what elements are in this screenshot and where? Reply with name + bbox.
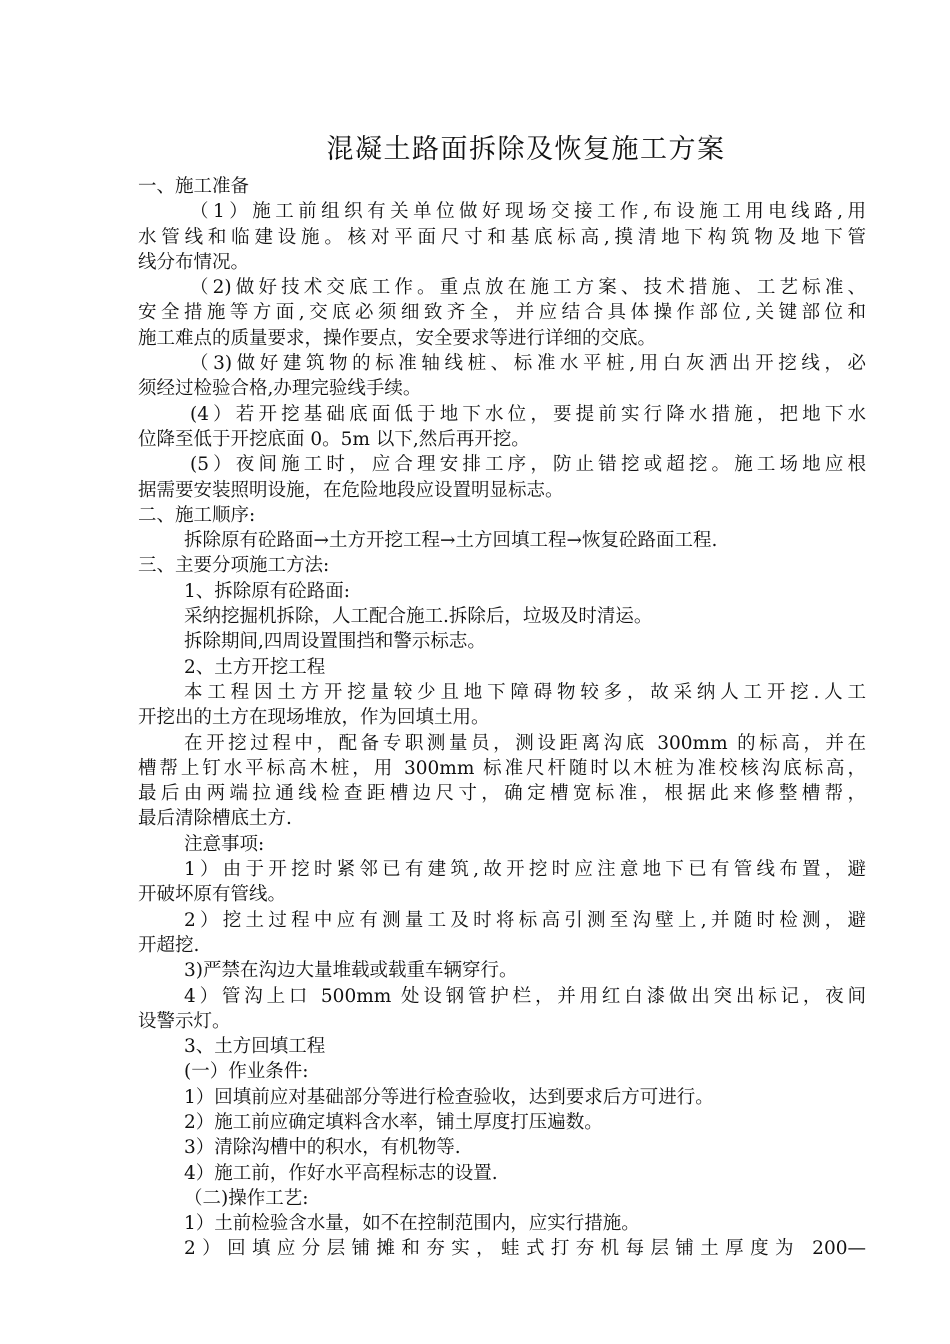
text-line: 1）回填前应对基础部分等进行检查验收，达到要求后方可进行。 — [184, 1086, 714, 1108]
text-line: 据需要安装照明设施，在危险地段应设置明显标志。 — [138, 479, 564, 501]
text-line: 施工难点的质量要求，操作要点，安全要求等进行详细的交底。 — [138, 327, 657, 349]
text-line: 一、施工准备 — [138, 176, 250, 197]
text-line: 安全措施等方面,交底必须细致齐全，并应结合具体操作部位,关键部位和 — [138, 302, 866, 324]
text-line: 1）由于开挖时紧邻已有建筑,故开挖时应注意地下已有管线布置，避 — [184, 859, 866, 881]
text-line: 开超挖. — [138, 934, 200, 956]
text-line: 拆除原有砼路面→土方开挖工程→土方回填工程→恢复砼路面工程. — [184, 530, 718, 552]
text-line: 最后清除槽底土方. — [138, 808, 292, 830]
text-line: 开破坏原有管线。 — [138, 884, 287, 906]
text-line: 本工程因土方开挖量较少且地下障碍物较多，故采纳人工开挖.人工 — [184, 681, 866, 703]
text-line: 开挖出的土方在现场堆放，作为回填土用。 — [138, 707, 490, 729]
text-line: 须经过检验合格,办理完验线手续。 — [138, 378, 422, 400]
text-line: 槽帮上钉水平标高木桩，用 300mm 标准尺杆随时以木桩为准校核沟底标高， — [138, 757, 866, 779]
text-line: （3)做好建筑物的标准轴线桩、标准水平桩,用白灰洒出开挖线，必 — [190, 353, 866, 375]
text-line: 位降至低于开挖底面 0。5m 以下,然后再开挖。 — [138, 428, 530, 450]
document-title: 混凝土路面拆除及恢复施工方案 — [326, 134, 726, 165]
text-line: 最后由两端拉通线检查距槽边尺寸，确定槽宽标准，根据此来修整槽帮， — [138, 783, 866, 805]
document-body — [138, 174, 866, 1262]
text-line: 4）施工前，作好水平高程标志的设置. — [184, 1162, 498, 1184]
text-line: (5）夜间施工时，应合理安排工序，防止错挖或超挖。施工场地应根 — [190, 454, 866, 476]
text-line: 采纳挖掘机拆除，人工配合施工.拆除后，垃圾及时清运。 — [184, 606, 653, 628]
text-line: 设警示灯。 — [138, 1010, 231, 1032]
text-line: 1、拆除原有砼路面: — [184, 580, 351, 602]
text-line: （二)操作工艺: — [184, 1187, 309, 1209]
text-line: (一）作业条件: — [184, 1061, 309, 1083]
text-line: 在开挖过程中，配备专职测量员，测设距离沟底 300mm 的标高，并在 — [184, 732, 866, 754]
text-line: 2）挖土过程中应有测量工及时将标高引测至沟壁上,并随时检测，避 — [184, 909, 866, 931]
text-line: 2）回填应分层铺摊和夯实，蛙式打夯机每层铺土厚度为 200— — [184, 1238, 866, 1260]
text-line: （2)做好技术交底工作。重点放在施工方案、技术措施、工艺标准、 — [190, 277, 866, 299]
text-line: 二、施工顺序: — [138, 504, 256, 526]
text-line: 拆除期间,四周设置围挡和警示标志。 — [184, 631, 486, 653]
text-line: 2、土方开挖工程 — [184, 656, 326, 678]
text-line: (4）若开挖基础底面低于地下水位，要提前实行降水措施，把地下水 — [190, 403, 866, 425]
text-line: 3）清除沟槽中的积水，有机物等. — [184, 1137, 461, 1159]
text-line: 三、主要分项施工方法: — [138, 555, 330, 577]
text-line: 3)严禁在沟边大量堆载或载重车辆穿行。 — [184, 960, 518, 982]
text-line: 2）施工前应确定填料含水率，铺土厚度打压遍数。 — [184, 1111, 603, 1133]
text-line: 线分布情况。 — [138, 251, 250, 273]
text-line: 3、土方回填工程 — [184, 1036, 326, 1058]
text-line: 4）管沟上口 500mm 处设钢管护栏，并用红白漆做出突出标记，夜间 — [184, 985, 866, 1007]
text-line: 注意事项: — [184, 833, 265, 855]
text-line: 1）土前检验含水量，如不在控制范围内，应实行措施。 — [184, 1213, 640, 1235]
text-line: （1）施工前组织有关单位做好现场交接工作,布设施工用电线路,用 — [190, 201, 866, 223]
text-line: 水管线和临建设施。核对平面尺寸和基底标高,摸清地下构筑物及地下管 — [138, 226, 866, 248]
